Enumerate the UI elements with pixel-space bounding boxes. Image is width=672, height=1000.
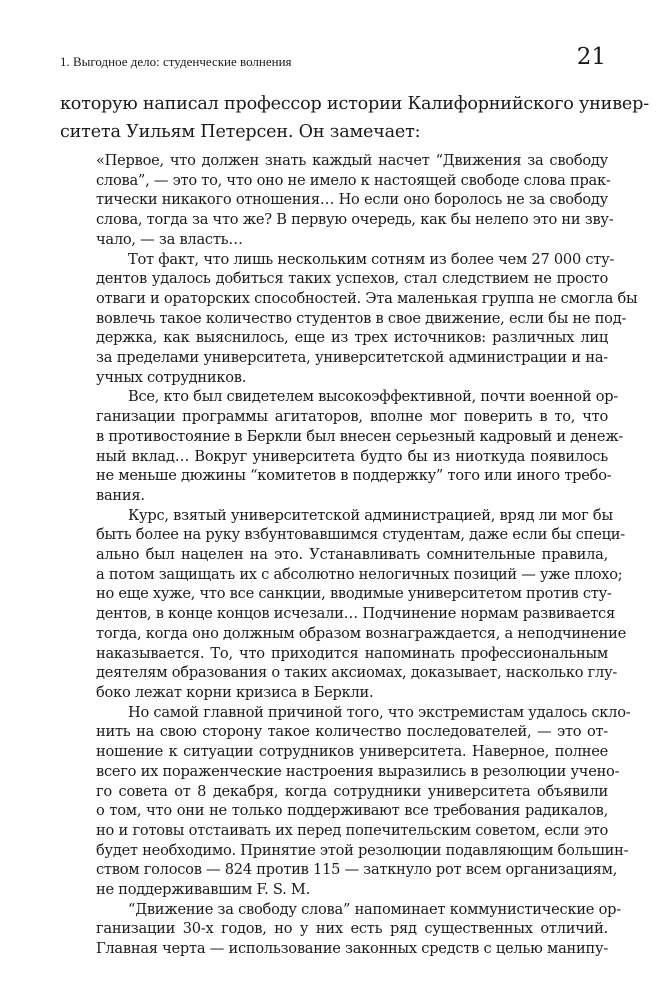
text-line: но еще хуже, что все санкции, вводимые университетом против сту- bbox=[96, 585, 612, 603]
text-line: ганизации программы агитаторов, вполне мог поверить в то, что bbox=[96, 408, 608, 426]
text-line: вания. bbox=[96, 486, 145, 504]
intro-paragraph bbox=[60, 90, 649, 146]
text-line: нить на свою сторону такое количество последователей, — это от- bbox=[96, 723, 608, 741]
text-line: тически никакого отношения… Но если оно боролось не за свободу bbox=[96, 191, 608, 209]
text-line: “Движение за свободу слова” напоминает коммунистические ор- bbox=[128, 900, 621, 918]
text-line: дентов удалось добиться таких успехов, стал следствием не просто bbox=[96, 270, 608, 288]
text-line: будет необходимо. Принятие этой резолюции подавляющим большин- bbox=[96, 841, 629, 859]
text-line: Главная черта — использование законных средств с целью манипу- bbox=[96, 940, 608, 958]
text-line: Но самой главной причиной того, что экстремистам удалось скло- bbox=[128, 703, 631, 721]
text-line: слова”, — это то, что оно не имело к настоящей свободе слова прак- bbox=[96, 171, 611, 189]
running-title: 1. Выгодное дело: студенческие волнения bbox=[60, 54, 292, 69]
text-line: а потом защищать их с абсолютно нелогичных позиций — уже плохо; bbox=[96, 565, 623, 583]
text-line: в противостояние в Беркли был внесен серьезный кадровый и денеж- bbox=[96, 427, 624, 445]
text-line: не поддерживавшим F. S. M. bbox=[96, 881, 311, 899]
text-line: боко лежат корни кризиса в Беркли. bbox=[96, 683, 374, 701]
text-line: ганизации 30-х годов, но у них есть ряд существенных отличий. bbox=[96, 920, 608, 938]
text-line: ситета Уильям Петерсен. Он замечает: bbox=[60, 122, 421, 142]
text-line: вовлечь такое количество студентов в свое движение, если бы не под- bbox=[96, 309, 627, 327]
text-line: наказывается. То, что приходится напоминать профессиональным bbox=[96, 644, 608, 662]
text-line: го совета от 8 декабря, когда сотрудники университета объявили bbox=[96, 782, 608, 800]
text-line: быть более на руку взбунтовавшимся студентам, даже если бы специ- bbox=[96, 526, 625, 544]
text-line: чало, — за власть… bbox=[96, 230, 243, 248]
text-line: ный вклад… Вокруг университета будто бы из ниоткуда появилось bbox=[96, 447, 608, 465]
text-line: «Первое, что должен знать каждый насчет “Движения за свободу bbox=[96, 152, 608, 169]
block-quote bbox=[96, 151, 638, 959]
text-line: ношение к ситуации сотрудников университета. Наверное, полнее bbox=[96, 743, 608, 761]
text-line: деятелям образования о таких аксиомах, доказывает, насколько глу- bbox=[96, 664, 618, 682]
text-line: которую написал профессор истории Калифорнийского универ- bbox=[60, 94, 649, 114]
text-line: за пределами университета, университетской администрации и на- bbox=[96, 349, 608, 367]
quote-paragraph bbox=[96, 250, 638, 388]
text-line: не меньше дюжины “комитетов в поддержку” того или иного требо- bbox=[96, 467, 612, 485]
text-line: дентов, в конце концов исчезали… Подчинение нормам развивается bbox=[96, 605, 615, 623]
quote-paragraph bbox=[96, 506, 627, 703]
text-line: ально был нацелен на это. Устанавливать сомнительные правила, bbox=[96, 546, 608, 564]
text-line: Курс, взятый университетской администрацией, вряд ли мог бы bbox=[128, 506, 613, 524]
page-number: 21 bbox=[576, 44, 606, 70]
text-line: держка, как выяснилось, еще из трех источников: различных лиц bbox=[96, 329, 608, 347]
text-line: учных сотрудников. bbox=[96, 368, 247, 386]
quote-paragraph bbox=[96, 703, 631, 900]
text-line: но и готовы отстаивать их перед попечительским советом, если это bbox=[96, 821, 608, 839]
quote-paragraph bbox=[96, 900, 621, 959]
text-line: отваги и ораторских способностей. Эта маленькая группа не смогла бы bbox=[96, 289, 638, 307]
quote-paragraph bbox=[96, 387, 624, 505]
text-line: тогда, когда оно должным образом вознаграждается, а неподчинение bbox=[96, 624, 627, 642]
text-line: Все, кто был свидетелем высокоэффективной, почти военной ор- bbox=[128, 388, 619, 406]
text-line: всего их пораженческие настроения выразились в резолюции учено- bbox=[96, 762, 620, 780]
text-line: ством голосов — 824 против 115 — заткнуло рот всем организациям, bbox=[96, 861, 618, 879]
text-line: о том, что они не только поддерживают все требования радикалов, bbox=[96, 802, 608, 820]
quote-paragraph bbox=[96, 151, 614, 250]
text-line: слова, тогда за что же? В первую очередь, как бы нелепо это ни зву- bbox=[96, 211, 614, 229]
text-line: Тот факт, что лишь нескольким сотням из более чем 27 000 сту- bbox=[128, 250, 615, 268]
